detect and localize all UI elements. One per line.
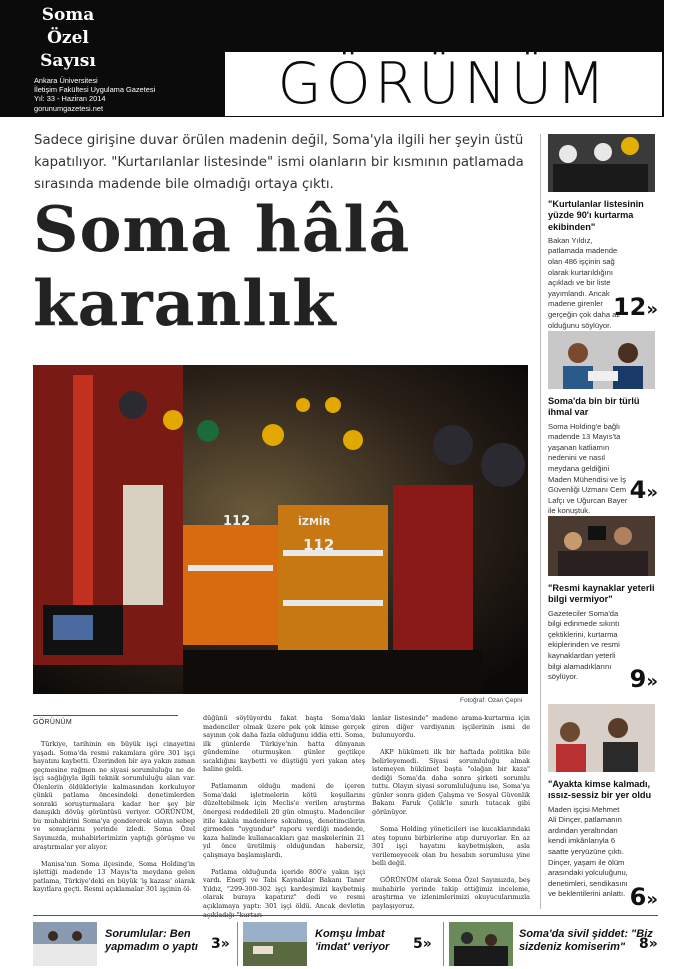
- teaser-title: "Kurtulanlar listesinin yüzde 90'ı kurtarma ekibinden": [548, 199, 644, 232]
- main-headline: [33, 192, 543, 340]
- teaser-photo: [243, 922, 307, 966]
- sidebar-teaser[interactable]: [548, 331, 658, 516]
- double-chevron-right-icon: »: [648, 936, 658, 952]
- double-chevron-right-icon: »: [646, 889, 658, 910]
- lead-dek: Sadece girişine duvar örülen madenin değil, Soma'yla ilgili her şeyin üstü kapatılıyor. "Kurtarılanlar listesinde" ismi olanların bir kısmının patlamada sırasında madende bile olmadığı ortaya çıktı.: [34, 133, 524, 192]
- page-reference: [211, 932, 230, 953]
- page-number: 3: [211, 936, 221, 952]
- teaser-title: "Resmi kaynaklar yeterli bilgi vermiyor": [548, 583, 655, 605]
- newspaper-logo: [225, 52, 662, 116]
- teaser-title-line: 'imdat' veriyor: [315, 941, 390, 953]
- svg-text:İZMİR: İZMİR: [298, 517, 331, 528]
- page-number: 4: [629, 476, 647, 504]
- page-number: 9: [629, 665, 647, 693]
- bottom-divider: [33, 915, 658, 916]
- page-number: 12: [612, 293, 647, 321]
- double-chevron-right-icon: »: [646, 482, 658, 503]
- article-column-3: [372, 714, 530, 919]
- article-paragraph: Manisa'nın Soma ilçesinde, Soma Holding'in işlettiği madende 13 Mayıs'ta meydana gelen patlama, Türkiye'deki en büyük 'iş kazası' olarak kayıtlara geçti. Resmi açıklamalar 301 işçinin öl-: [33, 859, 195, 894]
- page-reference: [630, 884, 658, 913]
- page-number: 5: [413, 936, 423, 952]
- article-paragraph: Patlama olduğunda içeride 800'e yakın işçi vardı. Enerji ve Tabi Kaynaklar Bakanı Taner Yıldız, "299-300-302 işçi kardeşimizi kaybetmiş olarak buraya kapatırız" dedi ve resmi açıklamaya yaptı: 301 işçi öldü. Ancak devletin: [203, 867, 365, 911]
- bottom-teaser[interactable]: [449, 922, 661, 966]
- photo-credit: Fotoğraf: Ozan Çepni: [460, 697, 523, 704]
- teaser-title: [519, 928, 653, 954]
- faculty-name: İletişim Fakültesi Uygulama Gazetesi: [34, 85, 156, 95]
- article-paragraph: Patlamanın olduğu madeni de içeren Soma'daki işletmelerin kötü koşullarını düzeltebilmek için Meclis'e verilen araştırma önergesi reddedileli 20 gün olmuştu. Madenciler itile kakıla madenlere sokulmuş, denetimcilerin girmeden "uygundur" raporu verdiği madende, kaza halinde kullanacakları gaz maskelerinin 21 yıl önce üretilmiş olduğundan habersiz, çalışmaya başlamışlardı.: [203, 782, 365, 859]
- teaser-title-line: Soma'da sivil şiddet: "Biz: [519, 928, 653, 940]
- sidebar-teaser[interactable]: [548, 516, 658, 696]
- teaser-text: Maden işçisi Mehmet Ali Dinçer, patlamanın ardından yeraltından kendi imkânlarıyla 6 saatte yeryüzüne çıktı. Dinçer, yaşam ile ölüm arasındaki yolculuğunu, denetimleri, sendikasını ve beklentilerini anlattı.: [548, 804, 628, 899]
- double-chevron-right-icon: »: [422, 936, 432, 952]
- page-reference: [639, 932, 658, 953]
- bottom-teaser[interactable]: [243, 922, 438, 966]
- special-issue-line: Sayısı: [40, 51, 96, 71]
- page-reference: [413, 932, 432, 953]
- double-chevron-right-icon: »: [220, 936, 230, 952]
- teaser-photo: [33, 922, 97, 966]
- article-paragraph: lanlar listesinde" madene arama-kurtarma için giren diğer vardiyanın işçilerinin ismi de bulunuyordu.: [372, 714, 530, 740]
- double-chevron-right-icon: »: [646, 299, 658, 320]
- issue-date: Yıl: 33 - Haziran 2014: [34, 94, 106, 104]
- teaser-divider: [237, 922, 238, 966]
- svg-text:112: 112: [223, 514, 251, 529]
- masthead: [0, 0, 664, 117]
- teaser-photo: [449, 922, 513, 966]
- bottom-teaser[interactable]: [33, 922, 233, 966]
- teaser-title-line: yapmadım o yaptı: [105, 941, 198, 953]
- svg-text:112: 112: [303, 536, 335, 554]
- article-column-2: [203, 714, 365, 928]
- headline-line: Soma hâlâ: [33, 192, 411, 266]
- headline-line: karanlık: [33, 266, 337, 340]
- teaser-photo: [548, 704, 655, 772]
- landscape-photo: [243, 922, 307, 966]
- article-paragraph: AKP hükümeti ilk bir haftada politika bile belirleyemedi. Siyasi sorumluluğu almak istemeyen hükümet başta "olağan bir kaza" dediği Soma'da daha sonra şirketi sorumlu tuttu. Olayın siyasi sorumluluğunu ise, Soma'ya günler sonra giden Çalışma ve Sosyal Güvenlik Bakanı Faruk Çelik'le sınırlı tutacak gibi görünüyor.: [372, 748, 530, 817]
- teaser-photo: [548, 516, 655, 576]
- rescue-workers-photo: [33, 365, 528, 694]
- page-number: 6: [629, 883, 647, 911]
- teaser-photo: [548, 134, 655, 192]
- article-paragraph: Türkiye, tarihinin en büyük işçi cinayetini yaşadı. Soma'da resmi rakamlara göre 301 işçi hayatını kaybetti. Üzerinden bir aya yakın zaman geçmesine rağmen ne siyasi sorumluluğu ne de işçi sağlığıyla ilgili teknik sorumluluğu alan var. Ölenlerin öldükleriyle kalmasından korkuluyor çünkü patlama öncesindeki denetimlerden sonraki soruşturmalara kadar her şey bir danışıklı dövüş görüntüsü veriyor. GÖRÜNÜM, bu muhabirini Soma'ya gondererek olayın sebep ve sonuçlarını yerinde izledi. Soma Özel Sayımızda, muhabirlerimizin yaptığı görüşme ve araştırmalar yer alıyor.: [33, 740, 195, 851]
- article-paragraph: düğünü söylüyordu fakat başta Soma'daki madenciler olmak üzere pek çok kimse gerçek sayının çok daha fazla olduğunu iddia etti. Soma, ilk günlerde Türkiye'nin hatta dünyanın gündemine oturmuşken günler geçtikçe sıcaklığını kaybetti ve düştüğü yeri yakan ateş haline geldi.: [203, 714, 365, 774]
- article-paragraph: Soma Holding yöneticileri ise kucaklarındaki ateş topunu birbirlerine atıp duruyorlar. En az 301 işçi hayatını kaybetmişken, asla verilemeyecek olan bu hesabın sorumlusu yine belli değil.: [372, 825, 530, 868]
- university-name: Ankara Üniversitesi: [34, 76, 98, 85]
- website-link[interactable]: gorunumgazetesi.net: [34, 103, 104, 113]
- protest-photo: [449, 922, 513, 966]
- section-label: GÖRÜNÜM: [33, 715, 178, 726]
- main-photo: [33, 365, 528, 694]
- page-reference: [613, 294, 658, 323]
- interview-photo: [548, 331, 655, 389]
- miners-photo: [548, 134, 655, 192]
- article-column-1: [33, 740, 195, 902]
- page-reference: [630, 477, 658, 506]
- teaser-text: Soma Holding'e bağlı madende 13 Mayıs'ta yaşanan katliamın nedenini ve nasıl meydana geldiğini Maden Mühendisi ve İş Güvenliği Uzmanı Cem Lafçı ve Uğurcan Bayer ile konuştuk.: [548, 421, 628, 516]
- publication-info: [34, 76, 155, 113]
- teaser-title: [105, 928, 198, 954]
- special-issue-line: Soma: [41, 5, 95, 25]
- teaser-title: "Ayakta kimse kalmadı, ıssız-sessiz bir yer oldu: [548, 779, 652, 801]
- miner-family-photo: [548, 704, 655, 772]
- logo-text: GÖRÜNÜM: [277, 51, 610, 117]
- teaser-divider: [443, 922, 444, 966]
- journalists-photo: [548, 516, 655, 576]
- teaser-photo: [548, 331, 655, 389]
- officials-photo: [33, 922, 97, 966]
- teaser-title-line: Sorumlular: Ben: [105, 928, 191, 940]
- page-reference: [630, 666, 658, 695]
- teaser-text: Gazeteciler Soma'da bilgi edinmede sıkıntı çektiklerini, kurtarma ekiplerinden ve resmi kaynaklardan yeterli bilgi alamadıklarını söylüyor.: [548, 608, 620, 682]
- teaser-title: [315, 928, 389, 954]
- teaser-title-line: sizdeniz komiserim": [519, 941, 626, 953]
- special-issue-line: Özel: [47, 28, 89, 48]
- teaser-text: Bakan Yıldız, patlamada madende olan 486 işçinin sağ olarak kurtarıldığını açıkladı ve bir liste yayımlandı. Ancak madene girenler gerçeğin çok daha az olduğunu söylüyor.: [548, 235, 621, 330]
- double-chevron-right-icon: »: [646, 671, 658, 692]
- page-number: 8: [639, 936, 649, 952]
- article-paragraph: GÖRÜNÜM olarak Soma Özel Sayımızda, beş muhabirle yerinde takip ettiğimiz inceleme, araştırma ve izlenimlerimizi okuyucularımızla paylaşıyoruz.: [372, 876, 530, 911]
- special-issue-label: [22, 4, 114, 73]
- teaser-title-line: Komşu İmbat: [315, 928, 385, 940]
- sidebar-teaser[interactable]: [548, 704, 658, 909]
- sidebar-divider: [540, 134, 541, 909]
- teaser-title: Soma'da bin bir türlü ihmal var: [548, 396, 640, 418]
- sidebar-teaser[interactable]: [548, 134, 658, 330]
